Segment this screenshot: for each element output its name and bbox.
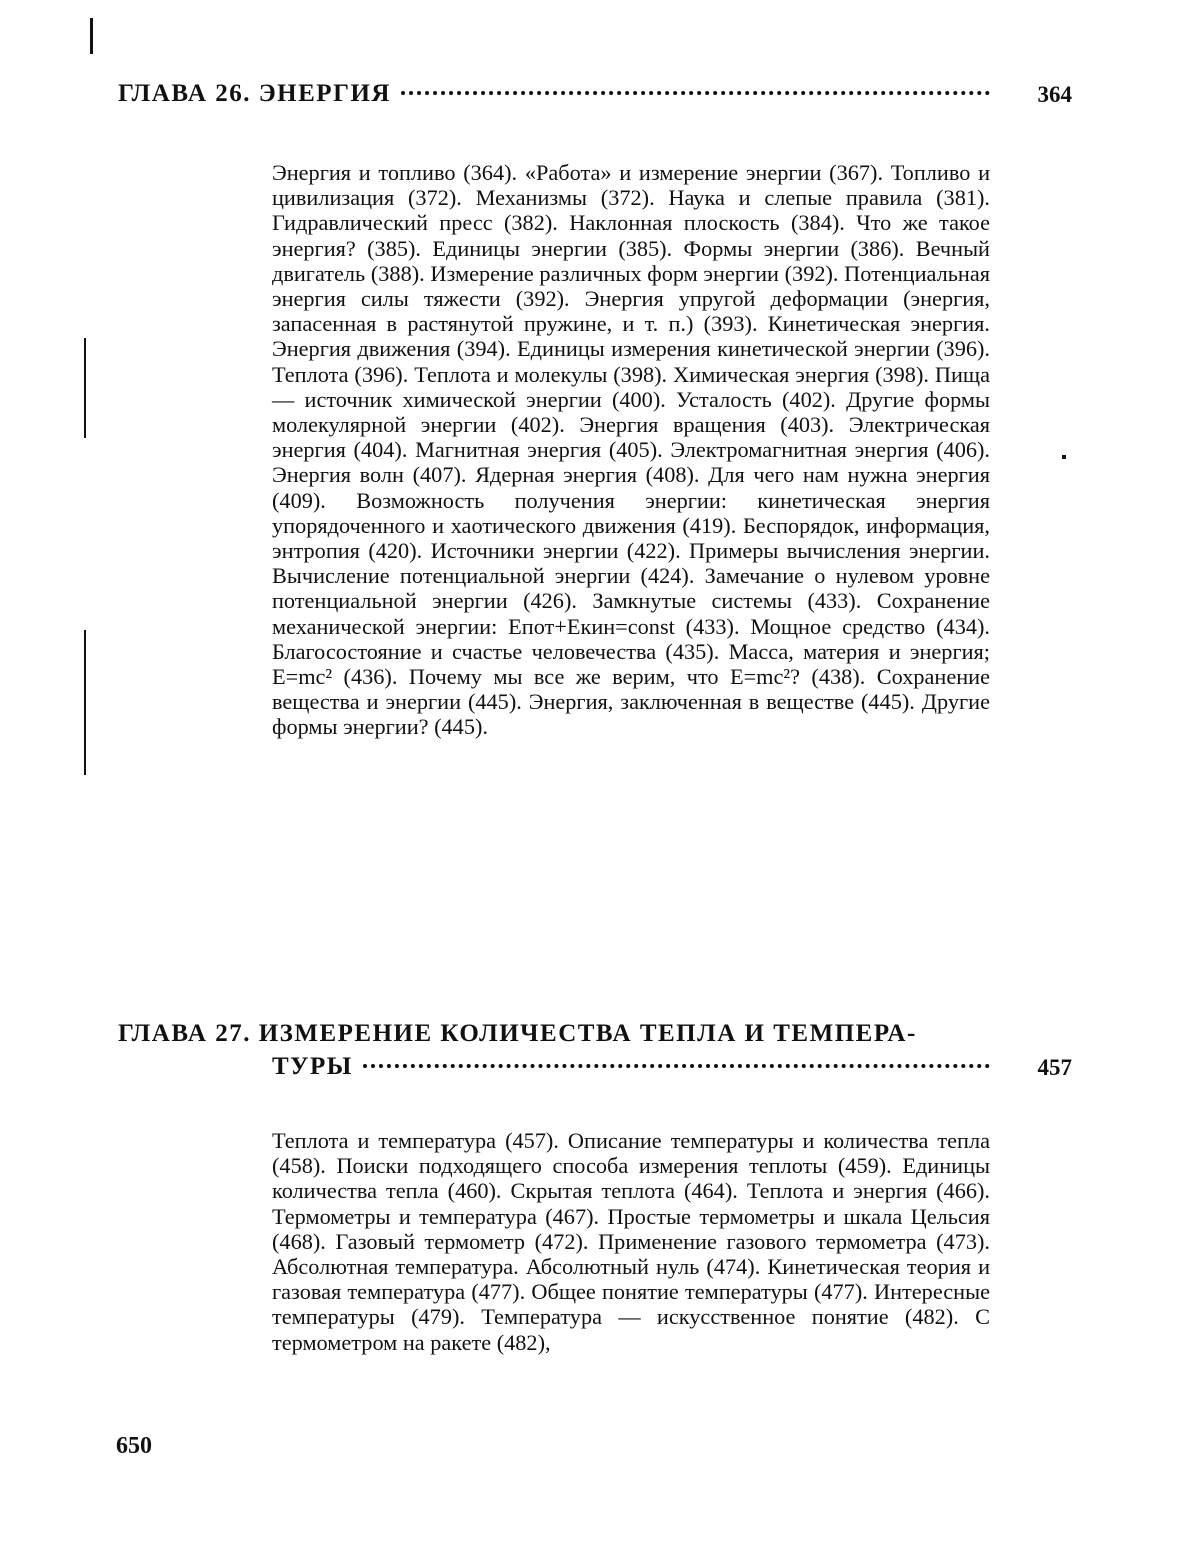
chapter-27-heading-line2 <box>272 1053 1000 1081</box>
scan-mark <box>84 630 86 775</box>
chapter-26-title: ГЛАВА 26. ЭНЕРГИЯ <box>118 80 391 107</box>
page-number: 650 <box>116 1433 152 1459</box>
chapter-26-summary: Энергия и топливо (364). «Работа» и измерение энергии (367). Топливо и цивилизация (372). Механизмы (372). Наука и слепые правила (381). Гидравлический пресс (382). Наклонная плоскость (384). Что же такое энергия? (385). Единицы энергии (385). Формы энергии (386). Вечный двигатель (388). Измерение различных форм энергии (392). Потенциальная энергия силы тяжести (392). Энергия упругой деформации (энергия, запасенная в растянутой пружине, и т. п.) (393). Кинетическая энергия. Энергия движения (394). Единицы измерения кинетической энергии (396). Теплота (396). Теплота и молекулы (398). Химическая энергия (398). Пища — источник химической энергии (400). Усталость (402). Другие формы молекулярной энергии (402). Энергия вращения (403). Электрическая энергия (404). Магнитная энергия (405). Электромагнитная энергия (406). Энергия волн (407). Ядерная энергия (408). Для чего нам нужна энергия (409). Возможность получения энергии: кинетическая энергия упорядоченного и хаотического движения (419). Беспорядок, информация, энтропия (420). Источники энергии (422). Примеры вычисления энергии. Вычисление потенциальной энергии (424). Замечание о нулевом уровне потенциальной энергии (426). Замкнутые системы (433). Сохранение механической энергии: Eпот+Eкин=const (433). Мощное средство (434). Благосостояние и счастье человечества (435). Масса, материя и энергия; E=mc² (436). Почему мы все же верим, что E=mc²? (438). Сохранение вещества и энергии (445). Энергия, заключенная в веществе (445). Другие формы энергии? (445). <box>272 160 990 740</box>
chapter-26-page: 364 <box>1037 82 1072 107</box>
chapter-27-page: 457 <box>1037 1055 1072 1080</box>
scan-mark <box>90 18 93 54</box>
chapter-26-heading <box>118 80 1000 108</box>
chapter-27-summary: Теплота и температура (457). Описание температуры и количества тепла (458). Поиски подходящего способа измерения теплоты (459). Единицы количества тепла (460). Скрытая теплота (464). Теплота и энергия (466). Термометры и температура (467). Простые термометры и шкала Цельсия (468). Газовый термометр (472). Применение газового термометра (473). Абсолютная температура. Абсолютный нуль (474). Кинетическая теория и газовая температура (477). Общее понятие температуры (477). Интересные температуры (479). Температура — искусственное понятие (482). С термометром на ракете (482), <box>272 1128 990 1355</box>
scan-mark <box>84 338 86 438</box>
chapter-27-title-line2: ТУРЫ <box>272 1053 353 1080</box>
dot-leader <box>401 91 990 95</box>
dot-leader <box>363 1064 990 1068</box>
chapter-27-heading <box>118 1020 1070 1048</box>
chapter-27-title-line1: ГЛАВА 27. ИЗМЕРЕНИЕ КОЛИЧЕСТВА ТЕПЛА И ТЕМПЕРА- <box>118 1020 917 1047</box>
scan-mark <box>1062 455 1066 459</box>
